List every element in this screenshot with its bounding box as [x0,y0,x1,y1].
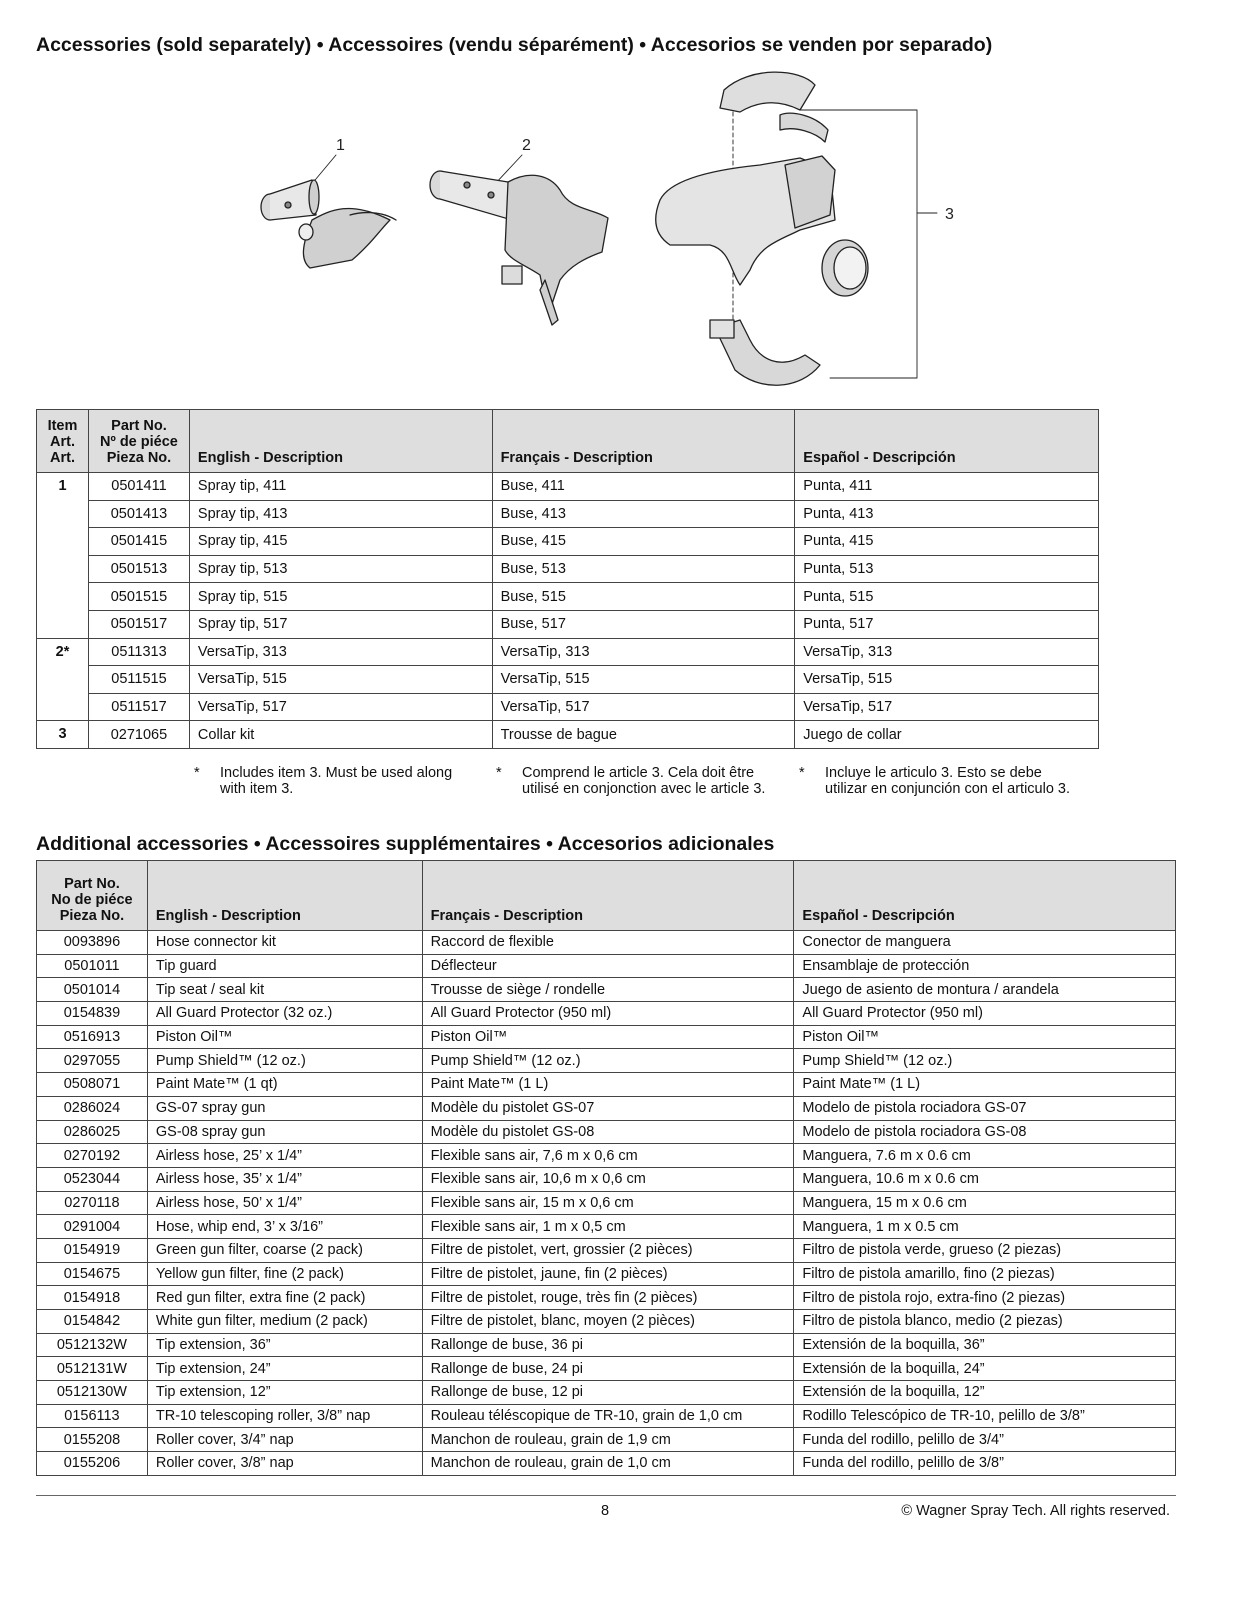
english-description-cell: Tip extension, 24” [147,1357,422,1381]
spanish-description-cell: Ensamblaje de protección [794,954,1176,978]
spanish-description-cell: Piston Oil™ [794,1025,1176,1049]
part-number-cell: 0291004 [37,1215,148,1239]
part-number-cell: 0154919 [37,1238,148,1262]
table-row [37,666,1099,694]
item-cell [37,528,89,556]
english-description-cell: Spray tip, 517 [189,610,492,638]
part-number-cell: 0154839 [37,1002,148,1026]
additional-accessories-table [36,860,1176,1476]
table-row [37,1049,1176,1073]
english-description-cell: Spray tip, 411 [189,473,492,501]
spanish-description-cell: Manguera, 15 m x 0.6 cm [794,1191,1176,1215]
french-description-cell: Manchon de rouleau, grain de 1,9 cm [422,1428,794,1452]
spanish-description-cell: Modelo de pistola rociadora GS-07 [794,1096,1176,1120]
english-description-cell: Spray tip, 515 [189,583,492,611]
english-description-cell: Hose connector kit [147,931,422,955]
part-number-cell: 0512130W [37,1381,148,1405]
french-description-cell: Filtre de pistolet, jaune, fin (2 pièces) [422,1262,794,1286]
page-number: 8 [601,1503,610,1519]
table-row [37,954,1176,978]
item-cell [37,610,89,638]
english-description-cell: Tip extension, 36” [147,1333,422,1357]
french-description-cell: Rouleau téléscopique de TR-10, grain de 1,0 cm [422,1404,794,1428]
part-number-cell: 0093896 [37,931,148,955]
english-description-cell: GS-08 spray gun [147,1120,422,1144]
english-description-cell: Spray tip, 513 [189,555,492,583]
part-number-cell: 0501411 [88,473,189,501]
table-row [37,693,1099,721]
spanish-description-cell: Conector de manguera [794,931,1176,955]
table-row [37,931,1176,955]
part-number-cell: 0271065 [88,721,189,749]
english-description-cell: Pump Shield™ (12 oz.) [147,1049,422,1073]
french-description-cell: Rallonge de buse, 36 pi [422,1333,794,1357]
spanish-description-cell: Filtro de pistola blanco, medio (2 piezas) [794,1310,1176,1334]
english-description-cell: Yellow gun filter, fine (2 pack) [147,1262,422,1286]
table-row [37,555,1099,583]
table-row [37,1191,1176,1215]
english-description-cell: All Guard Protector (32 oz.) [147,1002,422,1026]
item-cell [37,666,89,694]
french-description-cell: Modèle du pistolet GS-08 [422,1120,794,1144]
collar-kit-drawing [656,72,868,385]
part-number-cell: 0508071 [37,1073,148,1097]
spanish-description-cell: Filtro de pistola rojo, extra-fino (2 piezas) [794,1286,1176,1310]
french-description-cell: Piston Oil™ [422,1025,794,1049]
french-description-cell: Déflecteur [422,954,794,978]
part-number-cell: 0501011 [37,954,148,978]
english-description-cell: Paint Mate™ (1 qt) [147,1073,422,1097]
table-row [37,1002,1176,1026]
callout-2: 2 [522,137,531,154]
parts-illustration [240,70,980,405]
table-row [37,1144,1176,1168]
french-description-cell: Buse, 413 [492,500,795,528]
french-description-cell: Buse, 513 [492,555,795,583]
part-number-cell: 0501515 [88,583,189,611]
english-description-cell: Collar kit [189,721,492,749]
spanish-description-cell: Punta, 413 [795,500,1099,528]
header-english: English - Description [189,410,492,473]
spanish-description-cell: VersaTip, 517 [795,693,1099,721]
spanish-description-cell: Manguera, 1 m x 0.5 cm [794,1215,1176,1239]
english-description-cell: Spray tip, 413 [189,500,492,528]
french-description-cell: Filtre de pistolet, rouge, très fin (2 pièces) [422,1286,794,1310]
french-description-cell: Buse, 415 [492,528,795,556]
spanish-description-cell: Extensión de la boquilla, 24” [794,1357,1176,1381]
french-description-cell: All Guard Protector (950 ml) [422,1002,794,1026]
table-row [37,1428,1176,1452]
header-part-no: Part No. No de piéce Pieza No. [37,861,148,931]
part-number-cell: 0512131W [37,1357,148,1381]
spanish-description-cell: Manguera, 7.6 m x 0.6 cm [794,1144,1176,1168]
french-description-cell: Rallonge de buse, 12 pi [422,1381,794,1405]
table-row [37,1120,1176,1144]
spanish-description-cell: Funda del rodillo, pelillo de 3/4” [794,1428,1176,1452]
french-description-cell: Paint Mate™ (1 L) [422,1073,794,1097]
footer-divider [36,1495,1176,1496]
callout-1: 1 [336,137,345,154]
header-english: English - Description [147,861,422,931]
header-item: Item Art. Art. [37,410,89,473]
french-description-cell: VersaTip, 515 [492,666,795,694]
spanish-description-cell: Funda del rodillo, pelillo de 3/8” [794,1452,1176,1476]
item-cell [37,583,89,611]
table-row [37,1310,1176,1334]
english-description-cell: Tip seat / seal kit [147,978,422,1002]
spanish-description-cell: Punta, 517 [795,610,1099,638]
french-description-cell: Buse, 515 [492,583,795,611]
table-row [37,978,1176,1002]
part-number-cell: 0155206 [37,1452,148,1476]
part-number-cell: 0516913 [37,1025,148,1049]
spanish-description-cell: Rodillo Telescópico de TR-10, pelillo de 3/8” [794,1404,1176,1428]
part-number-cell: 0511515 [88,666,189,694]
table-row [37,721,1099,749]
spanish-description-cell: Pump Shield™ (12 oz.) [794,1049,1176,1073]
part-number-cell: 0297055 [37,1049,148,1073]
french-description-cell: Buse, 411 [492,473,795,501]
spanish-description-cell: Extensión de la boquilla, 12” [794,1381,1176,1405]
part-number-cell: 0154842 [37,1310,148,1334]
table-row [37,473,1099,501]
callout-3: 3 [945,206,954,223]
english-description-cell: VersaTip, 517 [189,693,492,721]
part-number-cell: 0512132W [37,1333,148,1357]
table-row [37,1286,1176,1310]
spanish-description-cell: Juego de collar [795,721,1099,749]
table-row [37,1452,1176,1476]
french-description-cell: Trousse de siège / rondelle [422,978,794,1002]
part-number-cell: 0501513 [88,555,189,583]
english-description-cell: Red gun filter, extra fine (2 pack) [147,1286,422,1310]
spanish-description-cell: All Guard Protector (950 ml) [794,1002,1176,1026]
french-description-cell: Trousse de bague [492,721,795,749]
table-row [37,638,1099,666]
spanish-description-cell: Punta, 415 [795,528,1099,556]
spanish-description-cell: Filtro de pistola verde, grueso (2 piezas) [794,1238,1176,1262]
spanish-description-cell: Punta, 411 [795,473,1099,501]
part-number-cell: 0270192 [37,1144,148,1168]
english-description-cell: Hose, whip end, 3’ x 3/16” [147,1215,422,1239]
part-number-cell: 0501413 [88,500,189,528]
table-row [37,500,1099,528]
french-description-cell: Filtre de pistolet, vert, grossier (2 pièces) [422,1238,794,1262]
spanish-description-cell: Filtro de pistola amarillo, fino (2 piezas) [794,1262,1176,1286]
spanish-description-cell: VersaTip, 515 [795,666,1099,694]
part-number-cell: 0501415 [88,528,189,556]
french-description-cell: VersaTip, 313 [492,638,795,666]
english-description-cell: Airless hose, 25’ x 1/4” [147,1144,422,1168]
french-description-cell: Flexible sans air, 15 m x 0,6 cm [422,1191,794,1215]
english-description-cell: TR-10 telescoping roller, 3/8” nap [147,1404,422,1428]
table-row [37,1333,1176,1357]
table-row [37,610,1099,638]
english-description-cell: Piston Oil™ [147,1025,422,1049]
header-french: Français - Description [492,410,795,473]
part-number-cell: 0523044 [37,1167,148,1191]
french-description-cell: Manchon de rouleau, grain de 1,0 cm [422,1452,794,1476]
french-description-cell: Flexible sans air, 10,6 m x 0,6 cm [422,1167,794,1191]
spanish-description-cell: Manguera, 10.6 m x 0.6 cm [794,1167,1176,1191]
french-description-cell: Modèle du pistolet GS-07 [422,1096,794,1120]
table-row [37,583,1099,611]
table-row [37,1096,1176,1120]
item-cell [37,693,89,721]
item-cell [37,500,89,528]
table-row [37,1381,1176,1405]
spanish-description-cell: Punta, 513 [795,555,1099,583]
french-description-cell: Raccord de flexible [422,931,794,955]
part-number-cell: 0154675 [37,1262,148,1286]
part-number-cell: 0501014 [37,978,148,1002]
part-number-cell: 0156113 [37,1404,148,1428]
copyright-notice: © Wagner Spray Tech. All rights reserved. [901,1503,1170,1519]
spanish-description-cell: Extensión de la boquilla, 36” [794,1333,1176,1357]
english-description-cell: Roller cover, 3/8” nap [147,1452,422,1476]
item-cell: 3 [37,721,89,749]
english-description-cell: Tip extension, 12” [147,1381,422,1405]
part-number-cell: 0511313 [88,638,189,666]
header-spanish: Español - Descripción [795,410,1099,473]
table-header-row [37,861,1176,931]
french-description-cell: Flexible sans air, 1 m x 0,5 cm [422,1215,794,1239]
header-french: Français - Description [422,861,794,931]
english-description-cell: Roller cover, 3/4” nap [147,1428,422,1452]
item-cell [37,555,89,583]
accessories-heading: Accessories (sold separately) • Accessoires (vendu séparément) • Accesorios se venden por separado) [36,34,993,56]
english-description-cell: Tip guard [147,954,422,978]
english-description-cell: Green gun filter, coarse (2 pack) [147,1238,422,1262]
part-number-cell: 0286025 [37,1120,148,1144]
part-number-cell: 0154918 [37,1286,148,1310]
item-cell: 1 [37,473,89,501]
spanish-description-cell: VersaTip, 313 [795,638,1099,666]
english-description-cell: VersaTip, 515 [189,666,492,694]
item-cell: 2* [37,638,89,666]
french-description-cell: Pump Shield™ (12 oz.) [422,1049,794,1073]
french-description-cell: Flexible sans air, 7,6 m x 0,6 cm [422,1144,794,1168]
french-description-cell: Buse, 517 [492,610,795,638]
header-part-no: Part No. Nº de piéce Pieza No. [88,410,189,473]
table-row [37,1238,1176,1262]
english-description-cell: VersaTip, 313 [189,638,492,666]
french-description-cell: VersaTip, 517 [492,693,795,721]
spanish-description-cell: Juego de asiento de montura / arandela [794,978,1176,1002]
part-number-cell: 0511517 [88,693,189,721]
table-header-row [37,410,1099,473]
header-spanish: Español - Descripción [794,861,1176,931]
table-row [37,1073,1176,1097]
accessories-table [36,409,1099,749]
french-description-cell: Rallonge de buse, 24 pi [422,1357,794,1381]
english-description-cell: Spray tip, 415 [189,528,492,556]
table-row [37,1025,1176,1049]
table-row [37,1357,1176,1381]
spray-tip-drawing [261,180,396,268]
versatip-drawing [430,171,608,325]
part-number-cell: 0270118 [37,1191,148,1215]
part-number-cell: 0286024 [37,1096,148,1120]
part-number-cell: 0155208 [37,1428,148,1452]
english-description-cell: Airless hose, 50’ x 1/4” [147,1191,422,1215]
english-description-cell: White gun filter, medium (2 pack) [147,1310,422,1334]
english-description-cell: GS-07 spray gun [147,1096,422,1120]
table-row [37,1215,1176,1239]
spanish-description-cell: Punta, 515 [795,583,1099,611]
spanish-description-cell: Paint Mate™ (1 L) [794,1073,1176,1097]
english-description-cell: Airless hose, 35’ x 1/4” [147,1167,422,1191]
french-description-cell: Filtre de pistolet, blanc, moyen (2 pièces) [422,1310,794,1334]
table-row [37,1167,1176,1191]
additional-accessories-heading: Additional accessories • Accessoires supplémentaires • Accesorios adicionales [36,833,775,855]
table-row [37,1404,1176,1428]
table-row [37,1262,1176,1286]
spanish-description-cell: Modelo de pistola rociadora GS-08 [794,1120,1176,1144]
part-number-cell: 0501517 [88,610,189,638]
table-row [37,528,1099,556]
